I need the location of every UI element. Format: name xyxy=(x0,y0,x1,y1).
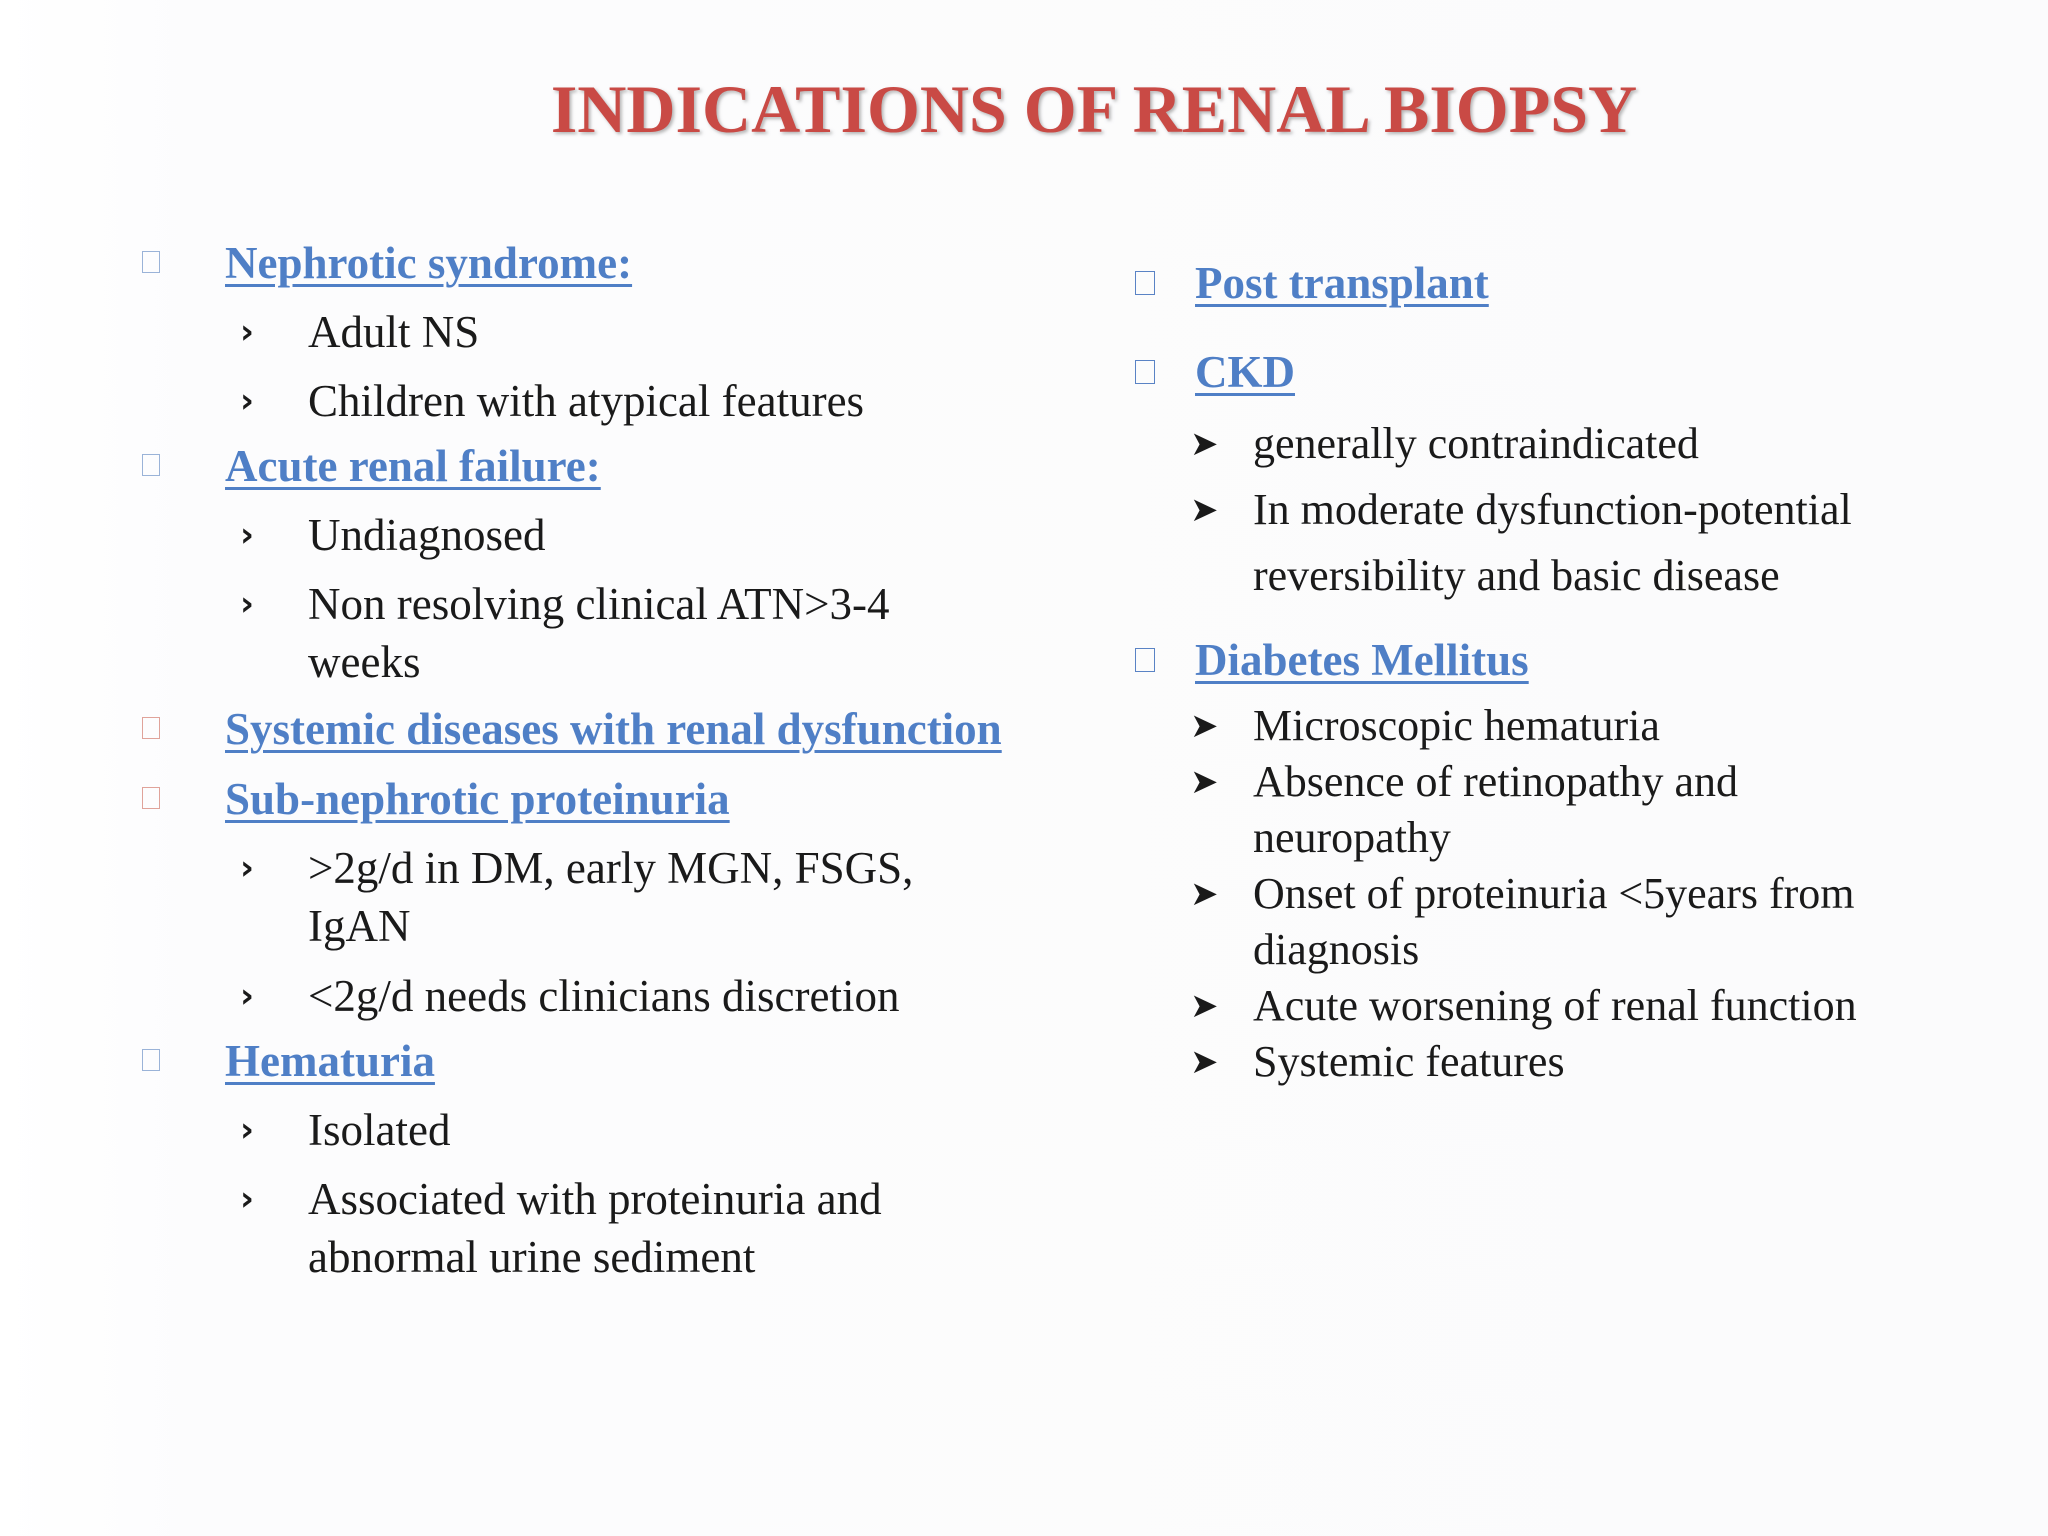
list-item-continuation: IgAN xyxy=(308,901,411,951)
heading-sub-nephrotic-proteinuria: Sub-nephrotic proteinuria xyxy=(140,771,1100,827)
heading-hematuria: Hematuria xyxy=(140,1033,1100,1089)
square-bullet-icon xyxy=(142,251,160,273)
list-item: ➤ In moderate dysfunction-potential xyxy=(1135,482,2015,538)
square-bullet-icon xyxy=(142,717,160,739)
arrowhead-bullet-icon: ➤ xyxy=(1190,986,1219,1026)
list-item: › Children with atypical features xyxy=(140,372,1100,430)
heading-ckd: CKD xyxy=(1135,344,2015,400)
list-item: › Associated with proteinuria and xyxy=(140,1170,1100,1228)
heading-nephrotic-syndrome: Nephrotic syndrome: xyxy=(140,235,1100,291)
list-item-continuation: diagnosis xyxy=(1253,925,1420,974)
list-item: › >2g/d in DM, early MGN, FSGS, xyxy=(140,839,1100,897)
list-item: ➤ Absence of retinopathy and xyxy=(1135,754,2015,810)
heading-post-transplant: Post transplant xyxy=(1135,255,2015,311)
list-item: ➤ Onset of proteinuria <5years from xyxy=(1135,866,2015,922)
arrowhead-bullet-icon: ➤ xyxy=(1190,490,1219,530)
arrowhead-bullet-icon: ➤ xyxy=(1190,1042,1219,1082)
list-item: › Non resolving clinical ATN>3-4 xyxy=(140,575,1100,633)
square-bullet-icon xyxy=(142,454,160,476)
heading-systemic-diseases: Systemic diseases with renal dysfunction xyxy=(140,701,1100,757)
list-item: ➤ Systemic features xyxy=(1135,1034,2015,1090)
list-item: ➤ generally contraindicated xyxy=(1135,416,2015,472)
list-item-continuation: reversibility and basic disease xyxy=(1253,551,1780,600)
right-column xyxy=(1135,255,2015,1090)
list-item: › Adult NS xyxy=(140,303,1100,361)
square-bullet-icon xyxy=(142,787,160,809)
list-item-continuation: neuropathy xyxy=(1253,813,1451,862)
list-item: ➤ Acute worsening of renal function xyxy=(1135,978,2015,1034)
list-item-continuation: weeks xyxy=(308,637,421,687)
square-bullet-icon xyxy=(1135,648,1155,672)
list-item-continuation: abnormal urine sediment xyxy=(308,1232,756,1282)
chevron-right-icon: › xyxy=(240,312,255,352)
chevron-right-icon: › xyxy=(240,1110,255,1150)
chevron-right-icon: › xyxy=(240,381,255,421)
list-item: › Isolated xyxy=(140,1101,1100,1159)
chevron-right-icon: › xyxy=(240,976,255,1016)
arrowhead-bullet-icon: ➤ xyxy=(1190,762,1219,802)
arrowhead-bullet-icon: ➤ xyxy=(1190,874,1219,914)
list-item: › Undiagnosed xyxy=(140,506,1100,564)
arrowhead-bullet-icon: ➤ xyxy=(1190,424,1219,464)
slide-title: INDICATIONS OF RENAL BIOPSY xyxy=(550,71,1638,147)
chevron-right-icon: › xyxy=(240,848,255,888)
arrowhead-bullet-icon: ➤ xyxy=(1190,706,1219,746)
chevron-right-icon: › xyxy=(240,1179,255,1219)
square-bullet-icon xyxy=(1135,360,1155,384)
chevron-right-icon: › xyxy=(240,515,255,555)
left-column xyxy=(140,235,1100,1286)
heading-diabetes-mellitus: Diabetes Mellitus xyxy=(1135,632,2015,688)
chevron-right-icon: › xyxy=(240,584,255,624)
list-item: ➤ Microscopic hematuria xyxy=(1135,698,2015,754)
square-bullet-icon xyxy=(1135,271,1155,295)
list-item: › <2g/d needs clinicians discretion xyxy=(140,967,1100,1025)
heading-acute-renal-failure: Acute renal failure: xyxy=(140,438,1100,494)
square-bullet-icon xyxy=(142,1049,160,1071)
